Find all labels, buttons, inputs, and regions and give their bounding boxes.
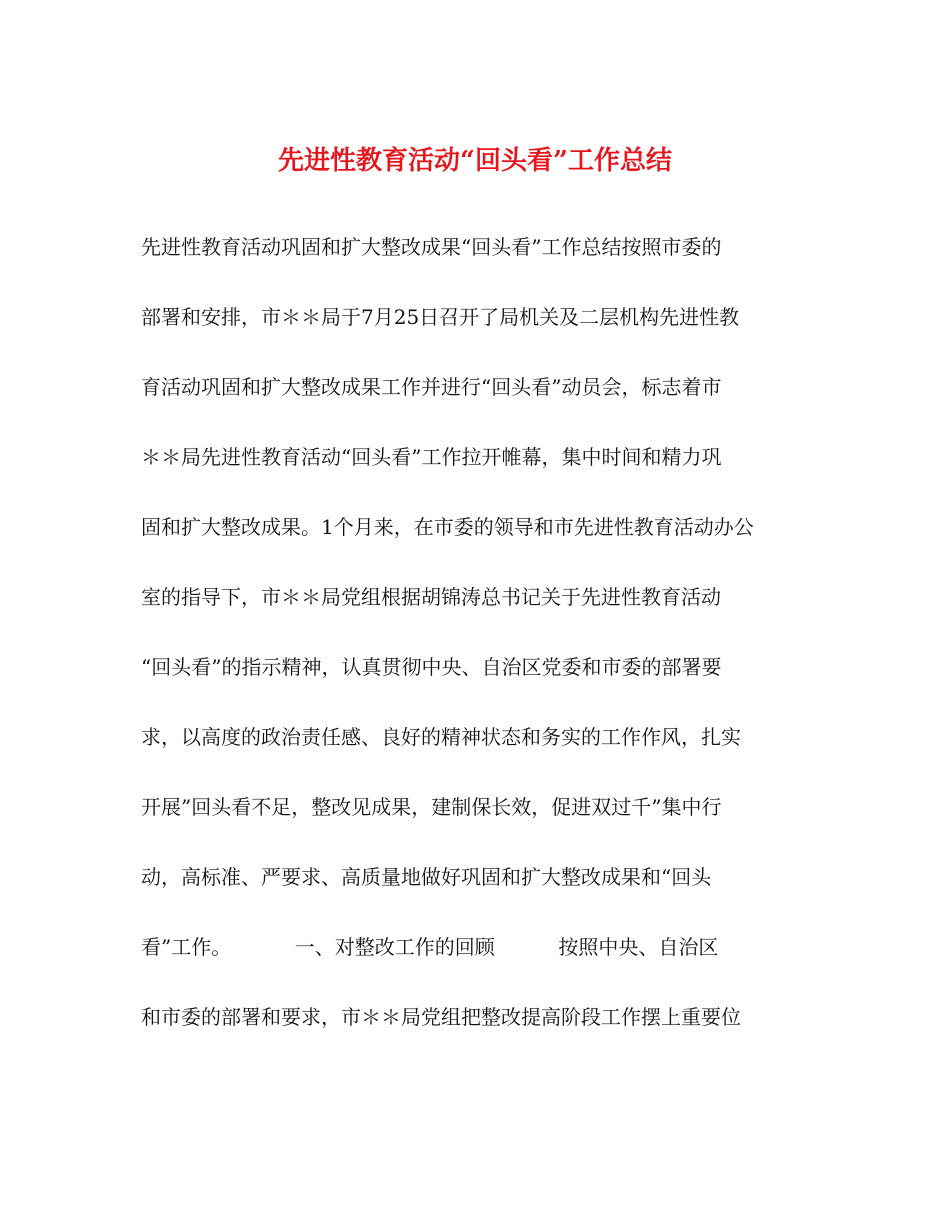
body-line: “回头看”的指示精神，认真贯彻中央、自治区党委和市委的部署要 — [141, 655, 722, 679]
body-line: ＊＊局先进性教育活动“回头看”工作拉开帷幕，集中时间和精力巩 — [141, 445, 722, 469]
body-line: 求，以高度的政治责任感、良好的精神状态和务实的工作作风，扎实 — [141, 725, 741, 749]
body-line: 开展”回头看不足，整改见成果，建制保长效，促进双过千”集中行 — [141, 795, 722, 819]
body-line: 看”工作。 一、对整改工作的回顾 按照中央、自治区 — [141, 935, 719, 959]
body-line: 和市委的部署和要求，市＊＊局党组把整改提高阶段工作摆上重要位 — [141, 1005, 741, 1029]
body-line: 先进性教育活动巩固和扩大整改成果“回头看”工作总结按照市委的 — [141, 235, 722, 259]
body-line: 室的指导下，市＊＊局党组根据胡锦涛总书记关于先进性教育活动 — [141, 585, 721, 609]
body-line: 部署和安排，市＊＊局于7月25日召开了局机关及二层机构先进性教 — [141, 305, 740, 329]
body-line: 育活动巩固和扩大整改成果工作并进行“回头看”动员会，标志着市 — [141, 375, 722, 399]
body-line: 固和扩大整改成果。1个月来，在市委的领导和市先进性教育活动办公 — [141, 515, 754, 539]
document-title: 先进性教育活动“回头看”工作总结 — [278, 146, 672, 176]
body-line: 动，高标准、严要求、高质量地做好巩固和扩大整改成果和“回头 — [141, 865, 712, 889]
document-body — [141, 227, 821, 1067]
